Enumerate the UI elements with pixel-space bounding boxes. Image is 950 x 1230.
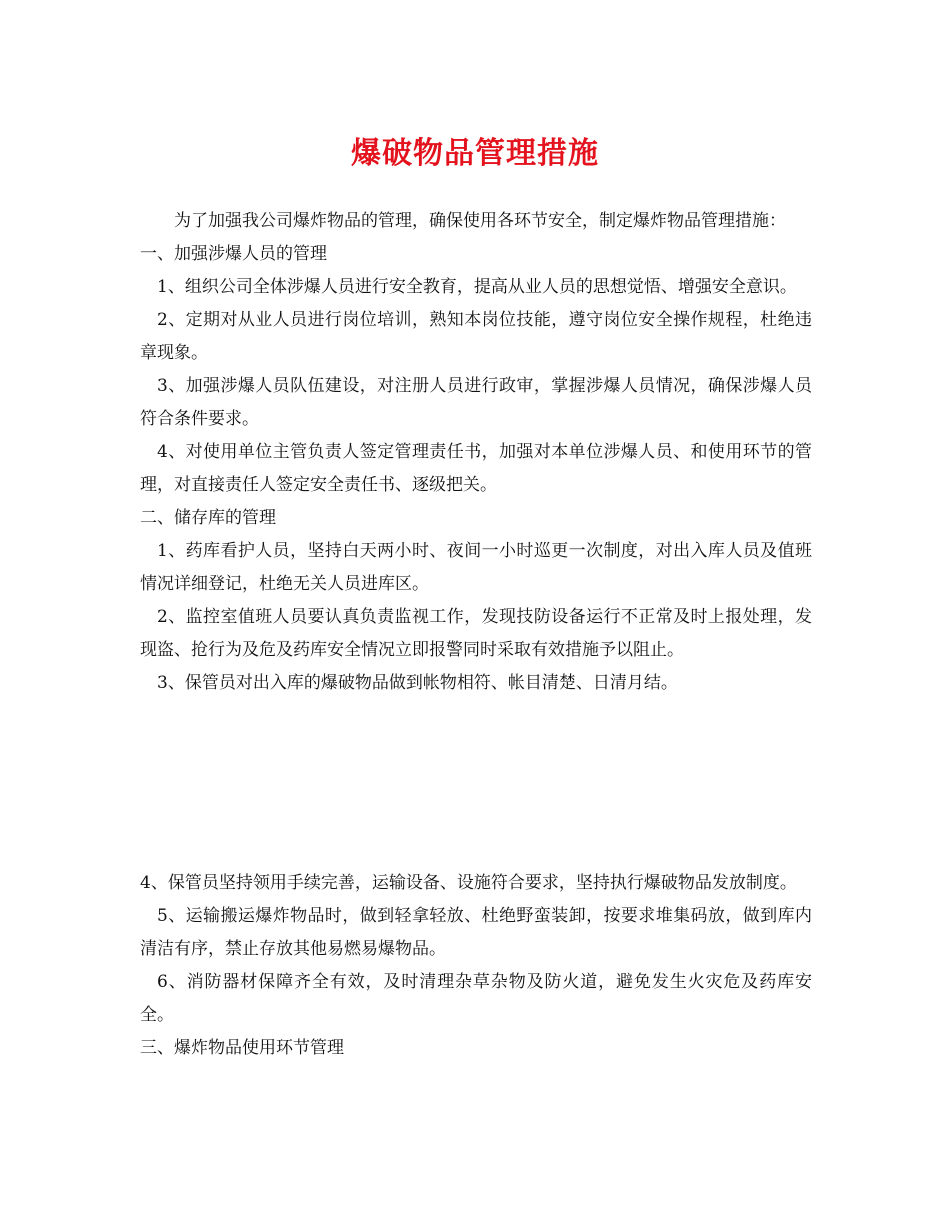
list-item: 1、药库看护人员，坚持白天两小时、夜间一小时巡更一次制度，对出入库人员及值班情况详细登记，杜绝无关人员进库区。	[140, 541, 812, 594]
list-item: 4、保管员坚持领用手续完善，运输设备、设施符合要求，坚持执行爆破物品发放制度。	[140, 873, 797, 893]
list-item: 2、定期对从业人员进行岗位培训，熟知本岗位技能，遵守岗位安全操作规程，杜绝违章现象。	[140, 310, 812, 363]
document-title: 爆破物品管理措施	[351, 136, 599, 171]
list-item: 5、运输搬运爆炸物品时，做到轻拿轻放、杜绝野蛮装卸，按要求堆集码放，做到库内清洁有序，禁止存放其他易燃易爆物品。	[140, 906, 812, 959]
list-item: 3、保管员对出入库的爆破物品做到帐物相符、帐目清楚、日清月结。	[157, 673, 678, 693]
section-heading-3: 三、爆炸物品使用环节管理	[140, 1038, 344, 1058]
body-block-1	[140, 205, 812, 700]
list-item: 6、消防器材保障齐全有效，及时清理杂草杂物及防火道，避免发生火灾危及药库安全。	[140, 972, 812, 1025]
section-heading-2: 二、储存库的管理	[140, 508, 276, 528]
list-item: 1、组织公司全体涉爆人员进行安全教育，提高从业人员的思想觉悟、增强安全意识。	[157, 277, 797, 297]
list-item: 3、加强涉爆人员队伍建设，对注册人员进行政审，掌握涉爆人员情况，确保涉爆人员符合条件要求。	[140, 376, 812, 429]
section-heading-1: 一、加强涉爆人员的管理	[140, 244, 327, 264]
list-item: 4、对使用单位主管负责人签定管理责任书，加强对本单位涉爆人员、和使用环节的管理，对直接责任人签定安全责任书、逐级把关。	[140, 442, 812, 495]
intro-paragraph: 为了加强我公司爆炸物品的管理，确保使用各环节安全，制定爆炸物品管理措施：	[174, 211, 786, 231]
body-block-2	[140, 867, 812, 1065]
list-item: 2、监控室值班人员要认真负责监视工作，发现技防设备运行不正常及时上报处理，发现盗、抢行为及危及药库安全情况立即报警同时采取有效措施予以阻止。	[140, 607, 812, 660]
